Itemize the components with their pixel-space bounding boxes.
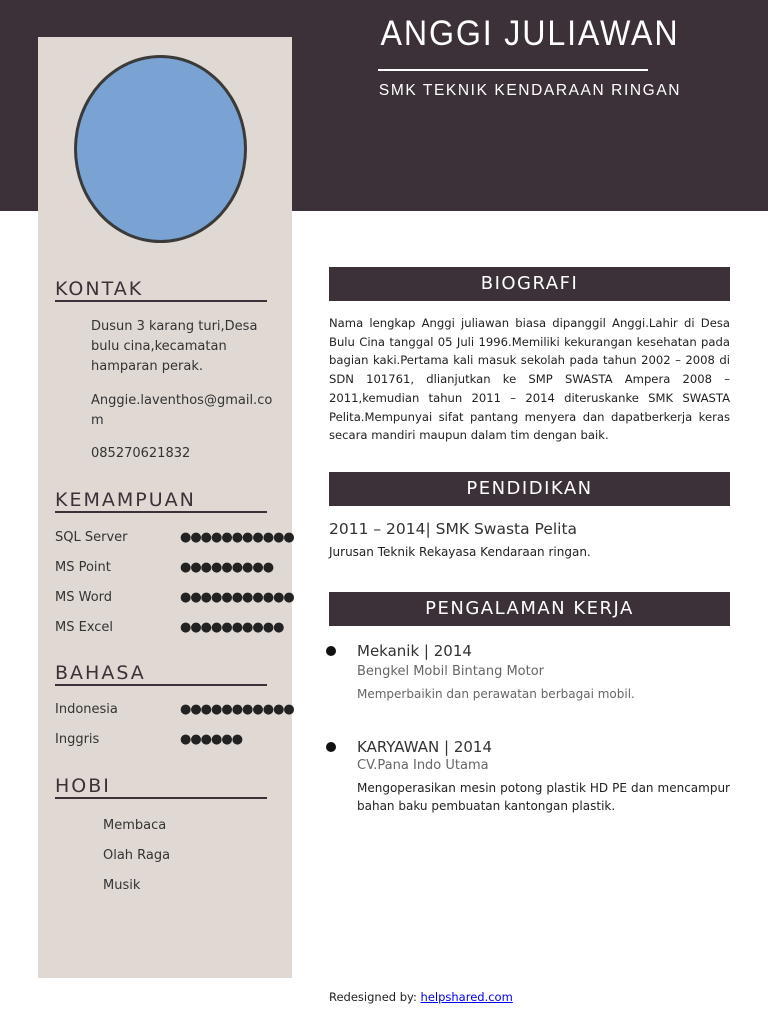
job-description: Mengoperasikan mesin potong plastik HD PE dan mencampur bahan baku pembuatan kantongan plastik. xyxy=(357,781,730,813)
skill-name: SQL Server xyxy=(55,530,128,545)
job-title: KARYAWAN | 2014 xyxy=(357,738,492,756)
contact-email[interactable] xyxy=(91,391,276,431)
skill-rating: ●●●●●●●●● xyxy=(180,560,274,575)
footer-credit xyxy=(329,990,513,1004)
bullet-icon xyxy=(326,742,336,752)
skill-rating: ●●●●●●●●●● xyxy=(180,620,284,635)
candidate-school: SMK TEKNIK KENDARAAN RINGAN xyxy=(378,82,682,99)
contact-phone: 085270621832 xyxy=(91,446,191,461)
language-name: Inggris xyxy=(55,732,100,747)
biography-heading: BIOGRAFI xyxy=(329,267,730,301)
education-heading: PENDIDIKAN xyxy=(329,472,730,506)
skill-rating: ●●●●●●●●●●● xyxy=(180,590,294,605)
footer-label: Redesigned by: xyxy=(329,990,417,1004)
language-rating: ●●●●●●●●●●● xyxy=(180,702,294,717)
name-divider xyxy=(378,69,648,71)
job-company: CV.Pana Indo Utama xyxy=(357,758,489,773)
hobbies-heading: HOBI xyxy=(55,775,267,799)
bullet-icon xyxy=(326,646,336,656)
candidate-name: ANGGI JULIAWAN xyxy=(380,14,680,53)
biography-text: Nama lengkap Anggi juliawan biasa dipanggil Anggi.Lahir di Desa Bulu Cina tanggal 05 Juli 1996.Memiliki kekurangan kesehatan pada bagian kaki.Pertama kali masuk sekolah pada tahun 2002 – 2008 di SDN 101761, dlianjutkan ke SMP SWASTA Ampera 2008 – 2011,kemudian tahun 2011 – 2014 diteruskanke SMK SWASTA Pelita.Mempunyai sifat pantang menyera dan dapatberkerja keras secara mandiri maupun dalam tim dengan baik. xyxy=(329,316,730,443)
profile-photo xyxy=(74,55,247,243)
skill-name: MS Excel xyxy=(55,620,114,635)
skill-rating: ●●●●●●●●●●● xyxy=(180,530,294,545)
language-name: Indonesia xyxy=(55,702,118,717)
contact-heading: KONTAK xyxy=(55,278,267,302)
skill-name: MS Point xyxy=(55,560,111,575)
contact-address: Dusun 3 karang turi,Desa bulu cina,kecamatan hamparan perak. xyxy=(91,319,258,374)
job-title: Mekanik | 2014 xyxy=(357,642,472,660)
contact-email-line2: m xyxy=(91,413,104,428)
skill-name: MS Word xyxy=(55,590,113,605)
experience-heading: PENGALAMAN KERJA xyxy=(329,592,730,626)
job-company: Bengkel Mobil Bintang Motor xyxy=(357,664,545,679)
hobby-item: Musik xyxy=(103,878,141,893)
sidebar xyxy=(38,37,292,978)
contact-email-line1: Anggie.laventhos@gmail.co xyxy=(91,393,273,408)
hobby-item: Olah Raga xyxy=(103,848,171,863)
hobby-item: Membaca xyxy=(103,818,167,833)
education-title: 2011 – 2014| SMK Swasta Pelita xyxy=(329,520,578,538)
footer-link[interactable]: helpshared.com xyxy=(420,990,513,1004)
education-subtitle: Jurusan Teknik Rekayasa Kendaraan ringan. xyxy=(329,545,591,559)
languages-heading: BAHASA xyxy=(55,662,267,686)
job-description: Memperbaikin dan perawatan berbagai mobil. xyxy=(357,687,635,701)
language-rating: ●●●●●● xyxy=(180,732,243,747)
skills-heading: KEMAMPUAN xyxy=(55,489,267,513)
